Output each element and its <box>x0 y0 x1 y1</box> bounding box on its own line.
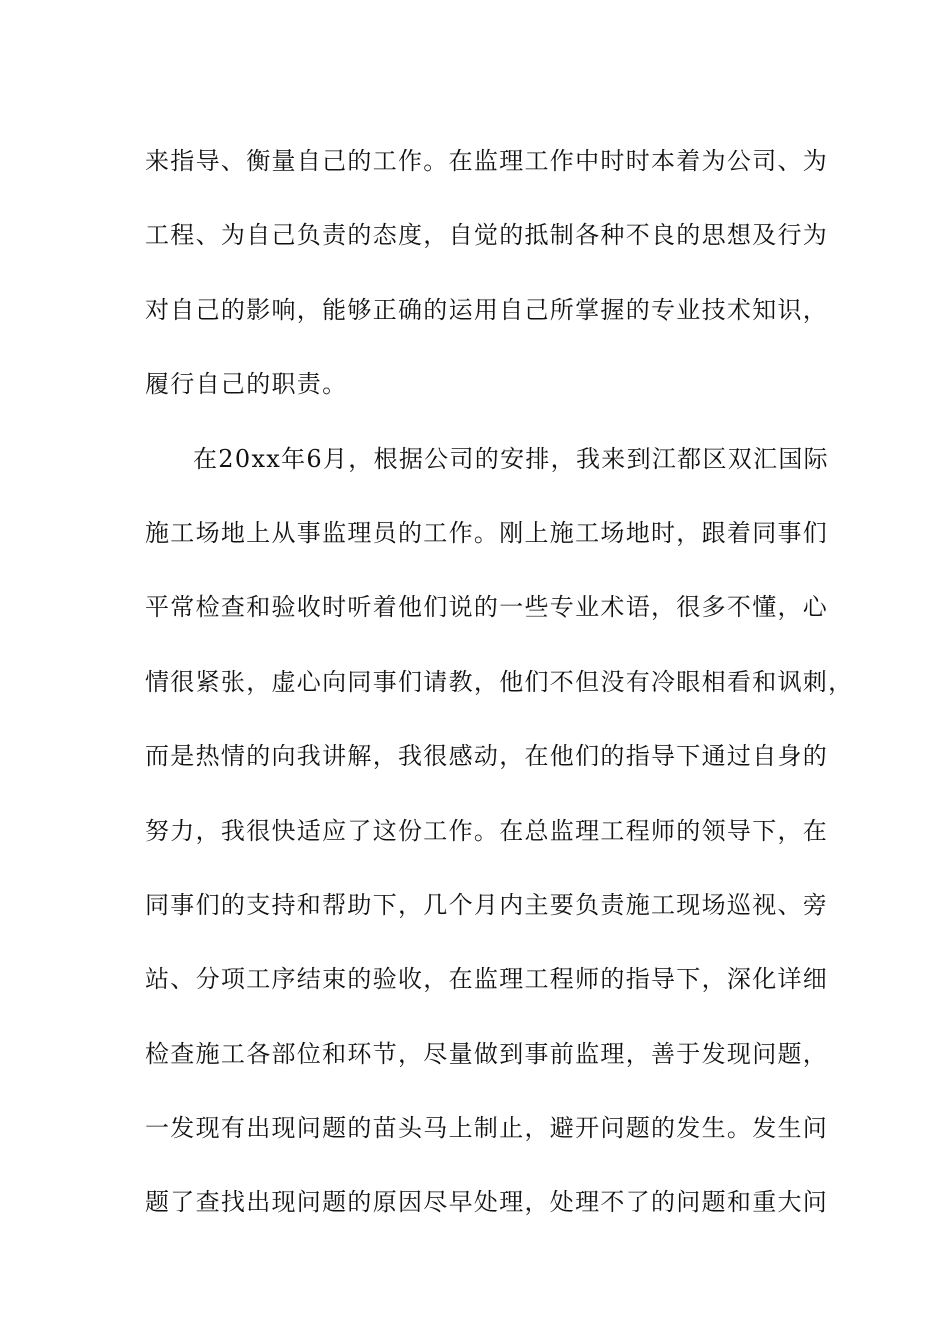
text-line: 对自己的影响，能够正确的运用自己所掌握的专业技术知识， <box>145 295 829 324</box>
text-line: 履行自己的职责。 <box>145 370 348 399</box>
body-text <box>145 124 854 1240</box>
text-line: 努力，我很快适应了这份工作。在总监理工程师的领导下，在 <box>145 816 829 845</box>
text-line: 检查施工各部位和环节，尽量做到事前监理，善于发现问题， <box>145 1039 829 1068</box>
text-line: 工程、为自己负责的态度，自觉的抵制各种不良的思想及行为 <box>145 221 829 250</box>
text-line: 来指导、衡量自己的工作。在监理工作中时时本着为公司、为 <box>145 147 829 175</box>
text-line: 一发现有出现问题的苗头马上制止，避开问题的发生。发生问 <box>145 1114 829 1143</box>
text-line: 情很紧张，虚心向同事们请教，他们不但没有冷眼相看和讽刺， <box>145 667 854 696</box>
text-line: 题了查找出现问题的原因尽早处理，处理不了的问题和重大问 <box>145 1188 829 1217</box>
text-line: 而是热情的向我讲解，我很感动，在他们的指导下通过自身的 <box>145 742 829 771</box>
text-line: 同事们的支持和帮助下，几个月内主要负责施工现场巡视、旁 <box>145 890 829 919</box>
text-line: 站、分项工序结束的验收，在监理工程师的指导下，深化详细 <box>145 965 829 994</box>
text-line: 平常检查和验收时听着他们说的一些专业术语，很多不懂，心 <box>145 593 829 622</box>
text-line: 施工场地上从事监理员的工作。刚上施工场地时，跟着同事们 <box>145 518 829 547</box>
paragraph-first-line: 在20xx年6月，根据公司的安排，我来到江都区双汇国际 <box>193 444 829 473</box>
